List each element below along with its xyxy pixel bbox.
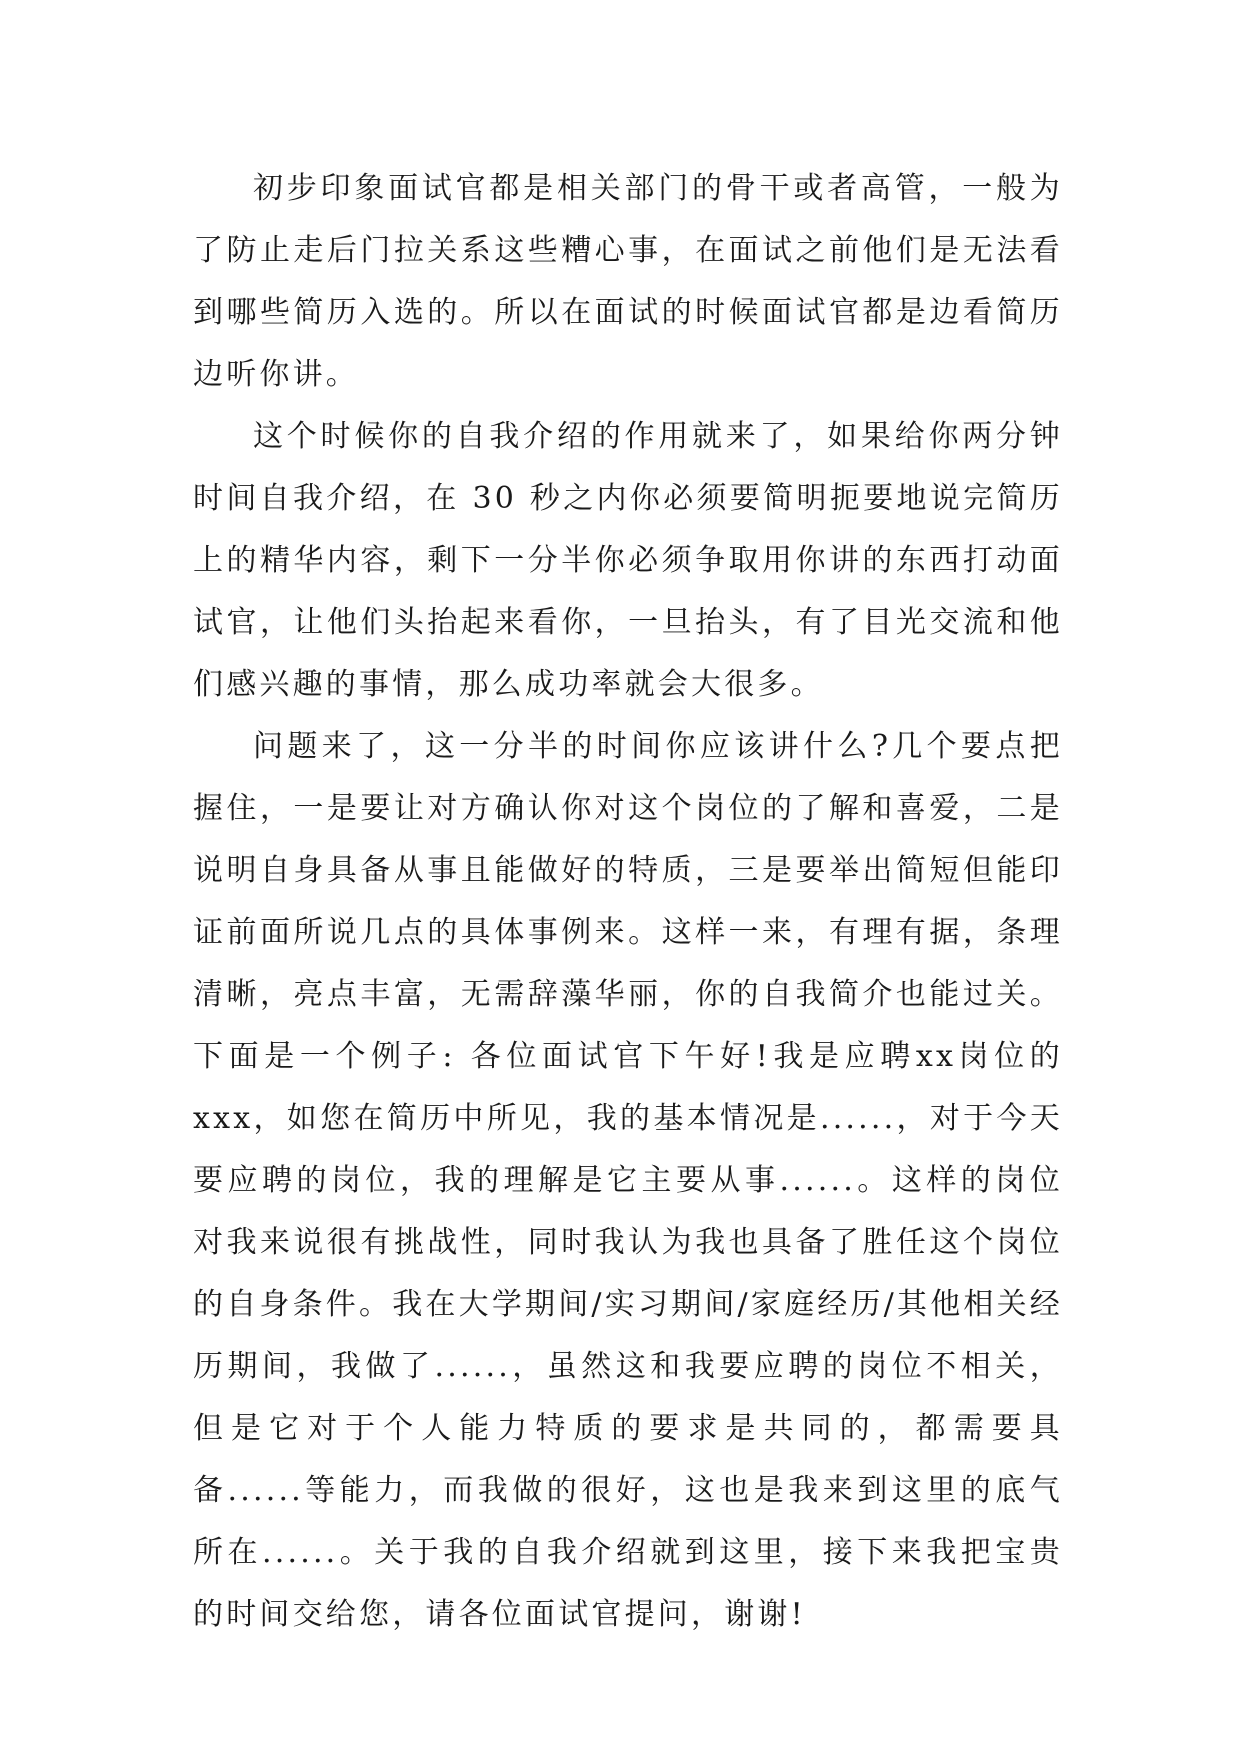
paragraph-2: 这个时候你的自我介绍的作用就来了，如果给你两分钟时间自我介绍，在 30 秒之内你必须要简明扼要地说完简历上的精华内容，剩下一分半你必须争取用你讲的东西打动面试官，让他们头抬起来看你，一旦抬头，有了目光交流和他们感兴趣的事情，那么成功率就会大很多。: [193, 419, 1063, 702]
document-body: [193, 158, 1063, 1646]
paragraph-3: 问题来了，这一分半的时间你应该讲什么?几个要点把握住，一是要让对方确认你对这个岗位的了解和喜爱，二是说明自身具备从事且能做好的特质，三是要举出简短但能印证前面所说几点的具体事例来。这样一来，有理有据，条理清晰，亮点丰富，无需辞藻华丽，你的自我简介也能过关。下面是一个例子: 各位面试官下午好!我是应聘xx岗位的xxx，如您在简历中所见，我的基本情况是......，对于今天要应聘的岗位，我的理解是它主要从事......。这样的岗位对我来说很有挑战性，同时我认为我也具备了胜任这个岗位的自身条件。我在大学期间/实习期间/家庭经历/其他相关经历期间，我做了......，虽然这和我要应聘的岗位不相关，但是它对于个人能力特质的要求是共同的，都需要具备......等能力，而我做的很好，这也是我来到这里的底气所在......。关于我的自我介绍就到这里，接下来我把宝贵的时间交给您，请各位面试官提问，谢谢!: [193, 729, 1063, 1632]
paragraph-1: 初步印象面试官都是相关部门的骨干或者高管，一般为了防止走后门拉关系这些糟心事，在面试之前他们是无法看到哪些简历入选的。所以在面试的时候面试官都是边看简历边听你讲。: [193, 171, 1063, 392]
